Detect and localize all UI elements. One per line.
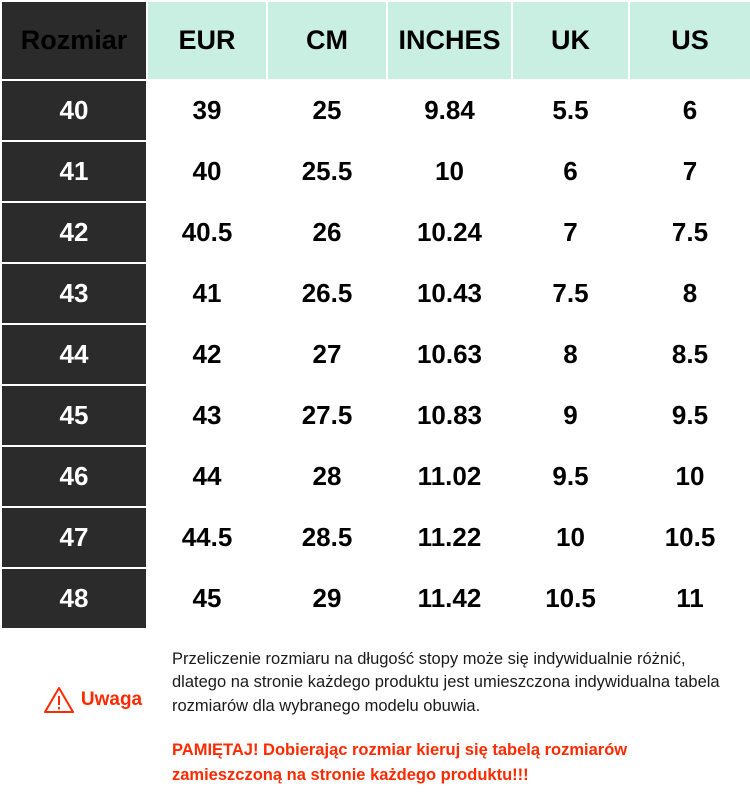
cell-inches: 11.02 (387, 446, 512, 507)
cell-us: 8 (629, 263, 750, 324)
cell-uk: 6 (512, 141, 629, 202)
column-header-cm: CM (267, 1, 387, 80)
cell-inches: 11.22 (387, 507, 512, 568)
table-row (1, 324, 750, 385)
cell-inches: 11.42 (387, 568, 512, 629)
row-label: 42 (1, 202, 147, 263)
cell-uk: 8 (512, 324, 629, 385)
cell-eur: 44 (147, 446, 267, 507)
cell-cm: 26 (267, 202, 387, 263)
note-section (0, 630, 750, 788)
cell-cm: 27.5 (267, 385, 387, 446)
cell-us: 10.5 (629, 507, 750, 568)
cell-inches: 10.43 (387, 263, 512, 324)
column-header-eur: EUR (147, 1, 267, 80)
cell-uk: 5.5 (512, 80, 629, 141)
cell-uk: 9 (512, 385, 629, 446)
cell-inches: 10.24 (387, 202, 512, 263)
cell-uk: 9.5 (512, 446, 629, 507)
table-row (1, 568, 750, 629)
cell-cm: 26.5 (267, 263, 387, 324)
cell-us: 7.5 (629, 202, 750, 263)
cell-eur: 43 (147, 385, 267, 446)
cell-uk: 7.5 (512, 263, 629, 324)
row-label: 47 (1, 507, 147, 568)
note-text-block (168, 648, 732, 788)
cell-eur: 42 (147, 324, 267, 385)
warning-triangle-icon (44, 686, 74, 714)
row-label: 48 (1, 568, 147, 629)
row-label: 43 (1, 263, 147, 324)
table-header-row (1, 1, 750, 80)
row-label: 40 (1, 80, 147, 141)
cell-us: 8.5 (629, 324, 750, 385)
table-row (1, 446, 750, 507)
cell-uk: 10 (512, 507, 629, 568)
cell-eur: 40 (147, 141, 267, 202)
row-label: 46 (1, 446, 147, 507)
cell-inches: 9.84 (387, 80, 512, 141)
cell-uk: 10.5 (512, 568, 629, 629)
table-row (1, 263, 750, 324)
column-header-uk: UK (512, 1, 629, 80)
cell-inches: 10 (387, 141, 512, 202)
cell-us: 6 (629, 80, 750, 141)
cell-eur: 41 (147, 263, 267, 324)
column-header-inches: INCHES (387, 1, 512, 80)
cell-eur: 40.5 (147, 202, 267, 263)
cell-us: 9.5 (629, 385, 750, 446)
note-label: Uwaga (80, 689, 143, 710)
note-warning: PAMIĘTAJ! Dobierając rozmiar kieruj się tabelą rozmiarów zamieszczoną na stronie każdego produktu!!! (172, 741, 628, 785)
table-row (1, 141, 750, 202)
cell-us: 10 (629, 446, 750, 507)
cell-cm: 28 (267, 446, 387, 507)
cell-cm: 25 (267, 80, 387, 141)
cell-cm: 27 (267, 324, 387, 385)
cell-uk: 7 (512, 202, 629, 263)
cell-cm: 29 (267, 568, 387, 629)
note-paragraph: Przeliczenie rozmiaru na długość stopy może się indywidualnie różnić, dlatego na stronie każdego produktu jest umieszczona indywidualna tabela rozmiarów dla wybranego modelu obuwia. (172, 650, 720, 715)
cell-us: 11 (629, 568, 750, 629)
note-badge (18, 648, 168, 714)
cell-eur: 45 (147, 568, 267, 629)
table-row (1, 202, 750, 263)
table-row (1, 507, 750, 568)
table-row (1, 385, 750, 446)
cell-eur: 39 (147, 80, 267, 141)
cell-us: 7 (629, 141, 750, 202)
row-label: 41 (1, 141, 147, 202)
row-label: 45 (1, 385, 147, 446)
row-label: 44 (1, 324, 147, 385)
cell-cm: 25.5 (267, 141, 387, 202)
column-header-us: US (629, 1, 750, 80)
column-header-rozmiar: Rozmiar (1, 1, 147, 80)
cell-cm: 28.5 (267, 507, 387, 568)
cell-inches: 10.63 (387, 324, 512, 385)
cell-eur: 44.5 (147, 507, 267, 568)
table-row (1, 80, 750, 141)
cell-inches: 10.83 (387, 385, 512, 446)
